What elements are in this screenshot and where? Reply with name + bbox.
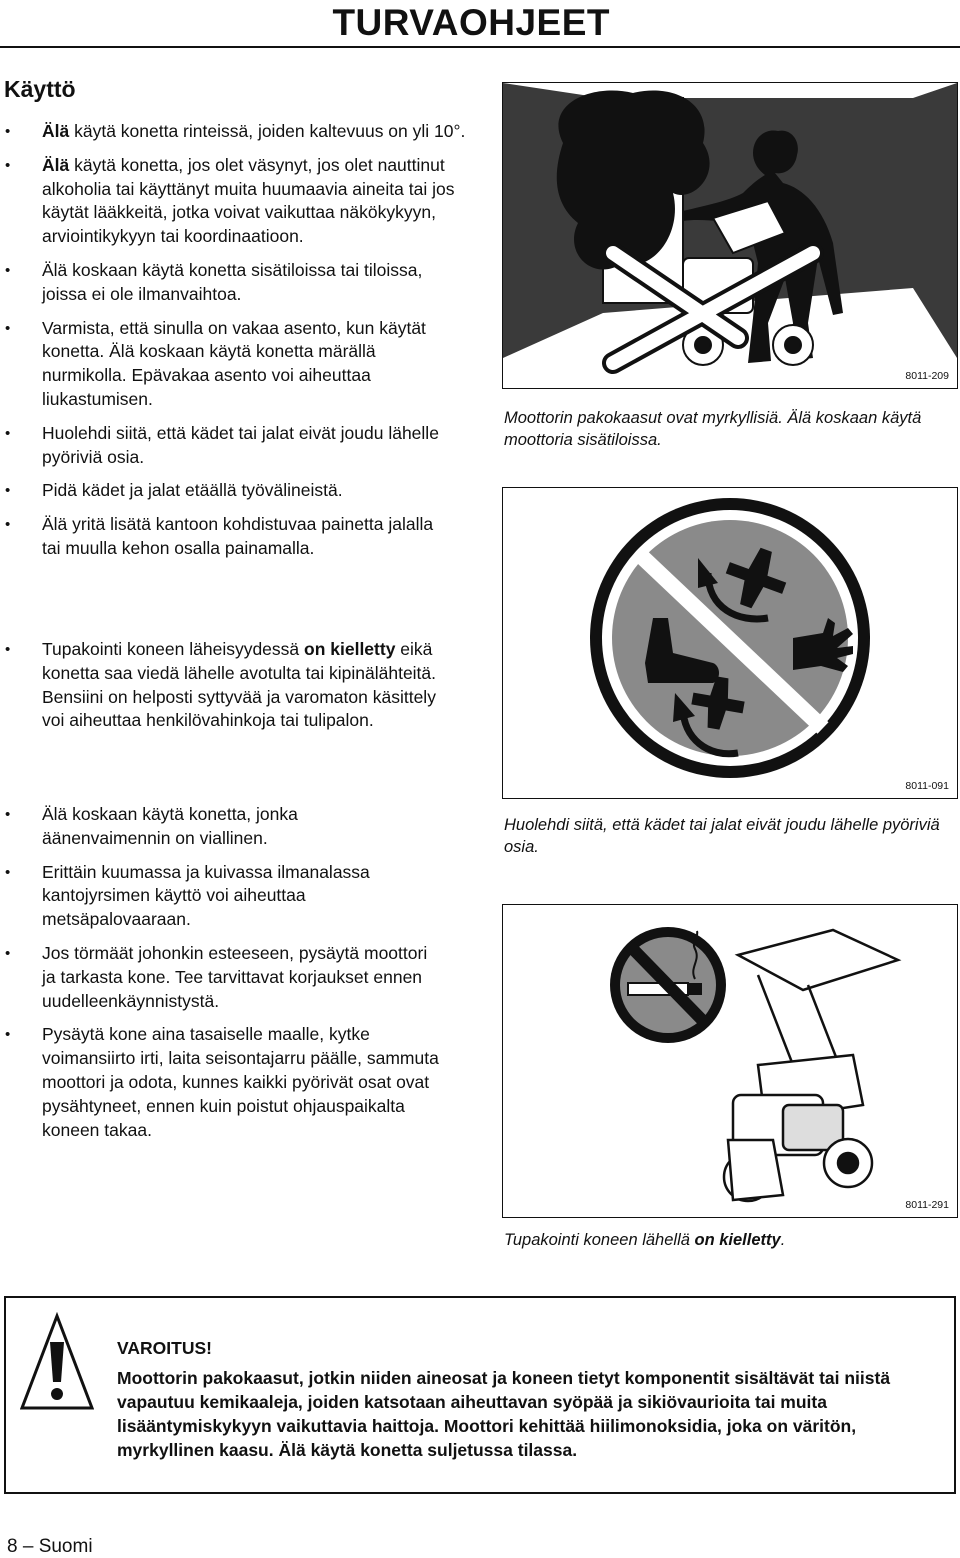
no-smoking-illustration — [503, 905, 957, 1217]
section-title: Käyttö — [4, 76, 76, 102]
exhaust-figure-caption: Moottorin pakokaasut ovat myrkyllisiä. Älä koskaan käytä moottoria sisätiloissa. — [504, 409, 922, 449]
warning-text: Moottorin pakokaasut, jotkin niiden aineosat ja koneen tietyt komponentit sisältävät tai niistä vapautuu kemikaaleja, joiden katsotaan aiheuttavan syöpää ja sikiövaurioita tai muita lisääntymiskykyyn vaikuttavia haittoja. Moottori kehittää hiilimonoksidia, joka on väritön, myrkyllinen kaasu. Älä käytä konetta suljetussa tilassa. — [117, 1368, 891, 1460]
safety-bullet-list-1 — [0, 120, 470, 561]
bullet-item: • Tupakointi koneen läheisyydessä on kielletty eikä konetta saa viedä lähelle avotulta tai kipinälähteitä. Bensiini on helposti syttyvää ja varomaton käsittely voi aiheuttaa henkilövahinkoja tai tulipalon. — [0, 638, 462, 733]
bullet-item: • Älä yritä lisätä kantoon kohdistuvaa painetta jalalla tai muulla kehon osalla painamalla. — [0, 513, 452, 561]
bullet-item: • Huolehdi siitä, että kädet tai jalat eivät joudu lähelle pyöriviä osia. — [0, 422, 452, 470]
header-rule — [0, 46, 960, 48]
smoking-figure-caption: Tupakointi koneen lähellä on kielletty. — [504, 1231, 786, 1249]
exhaust-indoors-figure — [502, 82, 958, 389]
warning-box — [4, 1296, 956, 1494]
rotating-figure-caption: Huolehdi siitä, että kädet tai jalat eivät joudu lähelle pyöriviä osia. — [504, 816, 940, 856]
bullet-item: • Erittäin kuumassa ja kuivassa ilmanalassa kantojyrsimen käyttö voi aiheuttaa metsäpalovaaraan. — [0, 861, 442, 932]
bullet-item: • Jos törmäät johonkin esteeseen, pysäytä moottori ja tarkasta kone. Tee tarvittavat korjaukset ennen uudelleenkäynnistystä. — [0, 942, 442, 1013]
safety-bullet-list-3 — [0, 803, 470, 1142]
rotating-parts-figure — [502, 487, 958, 799]
bullet-item: • Pidä kädet ja jalat etäällä työvälineistä. — [0, 479, 470, 503]
bullet-item: • Älä koskaan käytä konetta, jonka äänenvaimennin on viallinen. — [0, 803, 362, 851]
figure-code: 8011-291 — [905, 1199, 949, 1211]
bullet-item: • Älä käytä konetta, jos olet väsynyt, jos olet nauttinut alkoholia tai käyttänyt muita huumaavia aineita tai jos käytät lääkkeitä, jotka voivat vaikuttaa näkökykyyn, arviointikykyyn tai koordinaatioon. — [0, 154, 470, 249]
bullet-item: • Varmista, että sinulla on vakaa asento, kun käytät konetta. Älä koskaan käytä konetta märällä nurmikolla. Epävakaa asento voi aiheuttaa liukastumisen. — [0, 317, 442, 412]
bullet-item: • Pysäytä kone aina tasaiselle maalle, kytke voimansiirto irti, laita seisontajarru päälle, sammuta moottori ja odota, kunnes kaikki pyörivät osat ovat pysähtyneet, ennen kuin poistut ohjauspaikalta koneen takaa. — [0, 1023, 442, 1142]
figure-code: 8011-091 — [905, 780, 949, 792]
rotating-parts-prohibition-icon — [503, 488, 957, 798]
warning-title: VAROITUS! — [117, 1338, 212, 1358]
page-header-title: TURVAOHJEET — [332, 2, 610, 43]
exhaust-indoors-illustration — [503, 83, 957, 388]
warning-triangle-icon — [20, 1312, 94, 1412]
bullet-item: • Älä koskaan käytä konetta sisätiloissa tai tiloissa, joissa ei ole ilmanvaihtoa. — [0, 259, 442, 307]
bullet-item: • Älä käytä konetta rinteissä, joiden kaltevuus on yli 10°. — [0, 120, 470, 144]
safety-bullet-list-2 — [0, 638, 470, 733]
page-footer: 8 – Suomi — [7, 1536, 93, 1557]
no-smoking-figure — [502, 904, 958, 1218]
figure-code: 8011-209 — [905, 370, 949, 382]
